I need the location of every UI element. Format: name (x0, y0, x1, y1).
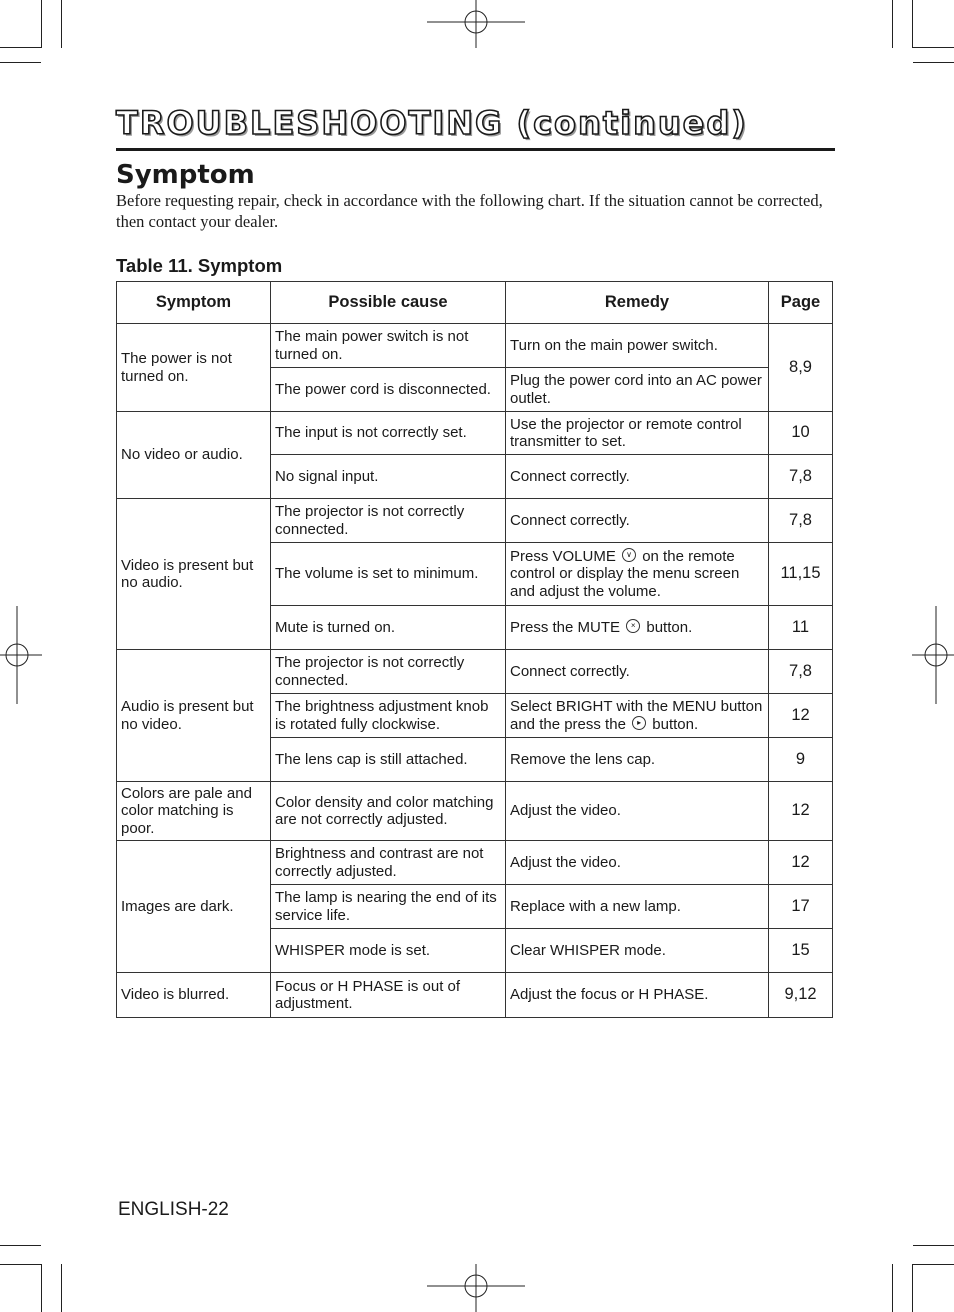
crop-mark (913, 47, 954, 48)
symptom-cell: Colors are pale and color matching is poor. (117, 782, 271, 841)
cause-cell: Mute is turned on. (271, 606, 506, 650)
page-cell: 7,8 (769, 455, 833, 499)
remedy-cell: Use the projector or remote control transmitter to set. (506, 412, 769, 455)
cause-cell: The brightness adjustment knob is rotated fully clockwise. (271, 694, 506, 738)
registration-mark-icon (427, 0, 525, 48)
table-row (117, 841, 833, 885)
cause-cell: Color density and color matching are not correctly adjusted. (271, 782, 506, 841)
crop-mark (892, 1264, 893, 1312)
crop-mark (912, 1264, 913, 1312)
crop-mark (0, 1264, 41, 1265)
page-cell: 12 (769, 782, 833, 841)
table-row (117, 499, 833, 543)
crop-mark (912, 0, 913, 48)
crop-mark (892, 0, 893, 48)
table-row (117, 782, 833, 841)
page-cell: 10 (769, 412, 833, 455)
remedy-cell: Clear WHISPER mode. (506, 929, 769, 973)
page-title: TROUBLESHOOTING (continued) (116, 104, 748, 142)
table-row (117, 324, 833, 368)
crop-mark (0, 1245, 41, 1246)
crop-mark (61, 1264, 62, 1312)
page-cell: 12 (769, 694, 833, 738)
column-header-page: Page (769, 282, 833, 324)
page-cell: 7,8 (769, 650, 833, 694)
page-cell: 9 (769, 738, 833, 782)
volume-down-button-icon: ∨ (622, 548, 636, 562)
cause-cell: Brightness and contrast are not correctly adjusted. (271, 841, 506, 885)
column-header-remedy: Remedy (506, 282, 769, 324)
remedy-text: on the remote control or display the menu screen and adjust the volume. (510, 547, 740, 600)
section-heading: Symptom (116, 160, 255, 190)
page-cell: 12 (769, 841, 833, 885)
cause-cell: The main power switch is not turned on. (271, 324, 506, 368)
symptom-cell: The power is not turned on. (117, 324, 271, 412)
cause-cell: WHISPER mode is set. (271, 929, 506, 973)
remedy-cell: Plug the power cord into an AC power outlet. (506, 368, 769, 412)
remedy-cell: Remove the lens cap. (506, 738, 769, 782)
cause-cell: Focus or H PHASE is out of adjustment. (271, 973, 506, 1018)
symptom-cell: No video or audio. (117, 412, 271, 499)
registration-mark-icon (0, 606, 42, 704)
remedy-cell: Connect correctly. (506, 650, 769, 694)
mute-button-icon: × (626, 619, 640, 633)
page-cell: 11 (769, 606, 833, 650)
remedy-text: Press the MUTE (510, 618, 621, 636)
symptom-cell: Audio is present but no video. (117, 650, 271, 782)
remedy-cell: Connect correctly. (506, 499, 769, 543)
page-cell: 15 (769, 929, 833, 973)
page-number: ENGLISH-22 (118, 1199, 229, 1220)
cause-cell: The input is not correctly set. (271, 412, 506, 455)
crop-mark (913, 1264, 954, 1265)
page-cell: 8,9 (769, 324, 833, 412)
page-cell: 11,15 (769, 543, 833, 606)
remedy-cell: Adjust the video. (506, 782, 769, 841)
title-rule (116, 148, 835, 151)
table-row (117, 412, 833, 455)
column-header-cause: Possible cause (271, 282, 506, 324)
symptom-cell: Video is blurred. (117, 973, 271, 1018)
crop-mark (41, 0, 42, 48)
cause-cell: The lamp is nearing the end of its service life. (271, 885, 506, 929)
remedy-text: Select BRIGHT with the MENU button and the press the (510, 698, 763, 733)
cause-cell: The lens cap is still attached. (271, 738, 506, 782)
symptom-cell: Video is present but no audio. (117, 499, 271, 650)
cause-cell: The projector is not correctly connected. (271, 650, 506, 694)
remedy-cell: Replace with a new lamp. (506, 885, 769, 929)
cause-cell: No signal input. (271, 455, 506, 499)
table-caption: Table 11. Symptom (116, 255, 283, 276)
column-header-symptom: Symptom (117, 282, 271, 324)
remedy-cell: Adjust the focus or H PHASE. (506, 973, 769, 1018)
crop-mark (61, 0, 62, 48)
table-header-row (117, 282, 833, 324)
remedy-cell (506, 694, 769, 738)
remedy-cell (506, 606, 769, 650)
right-arrow-button-icon: ▸ (632, 716, 646, 730)
crop-mark (0, 47, 41, 48)
registration-mark-icon (427, 1264, 525, 1312)
remedy-text: Press VOLUME (510, 547, 616, 565)
table-row (117, 973, 833, 1018)
symptom-table (116, 281, 833, 1018)
page-cell: 17 (769, 885, 833, 929)
symptom-cell: Images are dark. (117, 841, 271, 973)
intro-paragraph: Before requesting repair, check in accordance with the following chart. If the situation cannot be corrected, then contact your dealer. (116, 191, 823, 231)
cause-cell: The power cord is disconnected. (271, 368, 506, 412)
page-cell: 7,8 (769, 499, 833, 543)
table-row (117, 650, 833, 694)
crop-mark (41, 1264, 42, 1312)
cause-cell: The projector is not correctly connected. (271, 499, 506, 543)
cause-cell: The volume is set to minimum. (271, 543, 506, 606)
remedy-text: button. (646, 618, 693, 636)
crop-mark (0, 62, 41, 63)
remedy-cell: Adjust the video. (506, 841, 769, 885)
crop-mark (913, 1245, 954, 1246)
remedy-cell: Connect correctly. (506, 455, 769, 499)
registration-mark-icon (912, 606, 954, 704)
remedy-cell (506, 543, 769, 606)
remedy-cell: Turn on the main power switch. (506, 324, 769, 368)
crop-mark (913, 62, 954, 63)
page-cell: 9,12 (769, 973, 833, 1018)
remedy-text: button. (652, 715, 699, 733)
